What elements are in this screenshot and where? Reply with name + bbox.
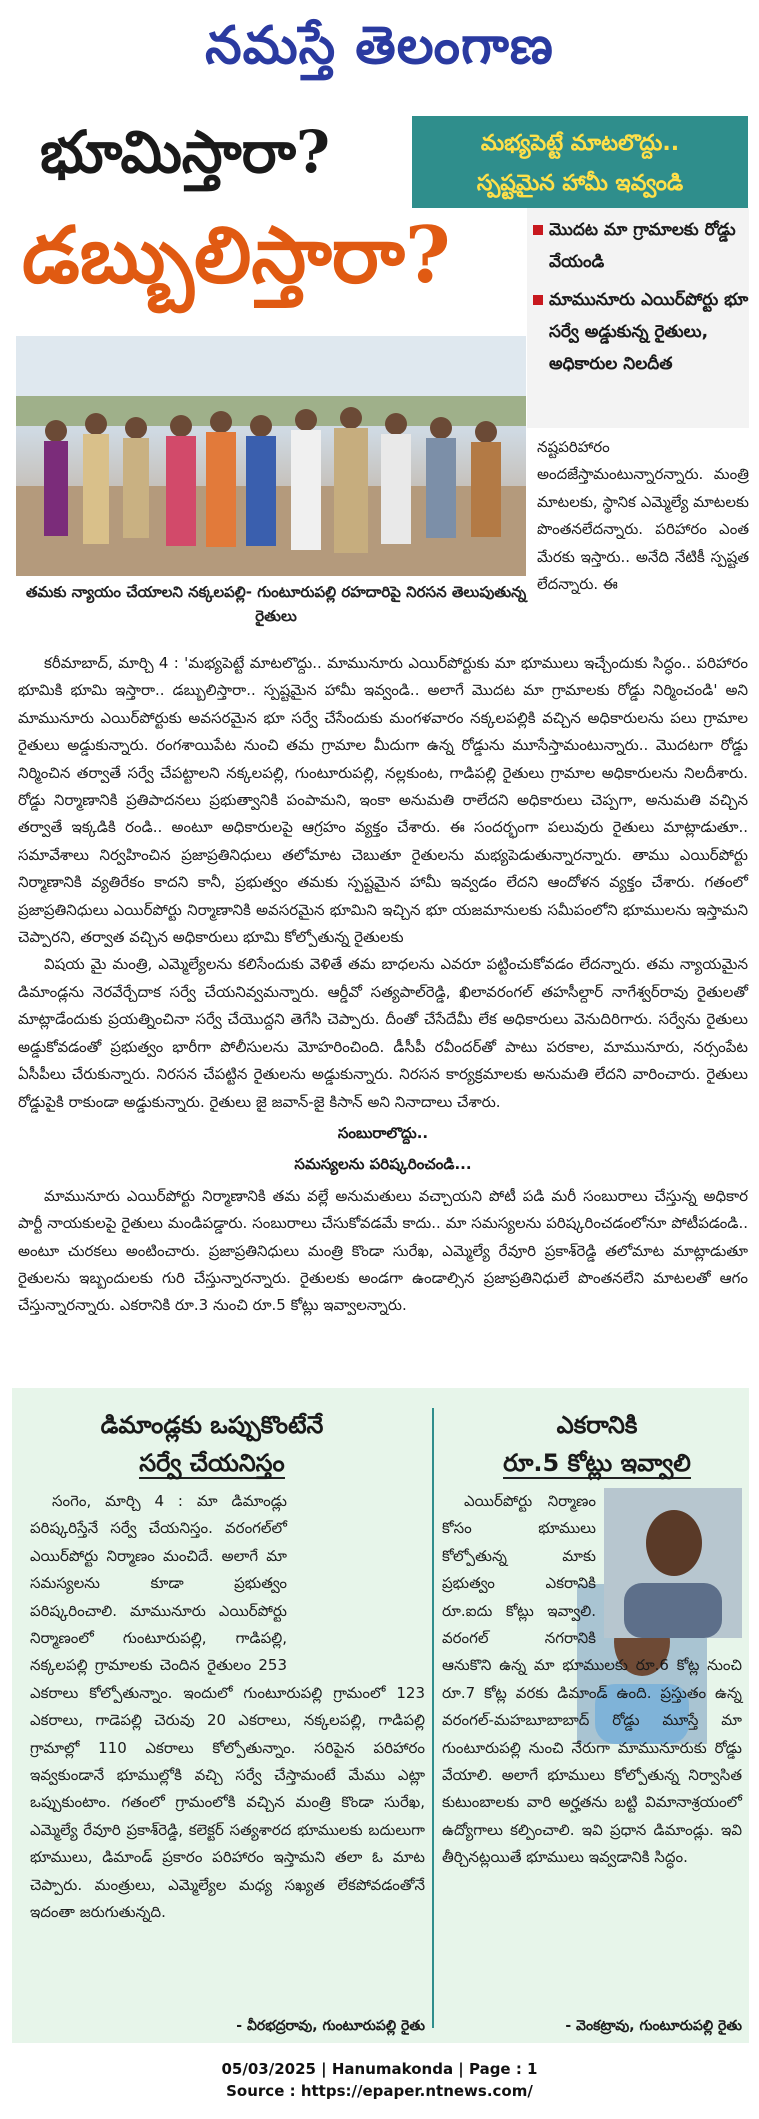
farmer-portrait-right [604, 1488, 742, 1638]
bullet-square-icon [533, 225, 543, 235]
article-right-column [537, 434, 749, 598]
article-right-text: నష్టపరిహారం అందజేస్తామంటున్నారన్నారు. మంత్రి మాటలకు, స్థానిక ఎమ్మెల్యే మాటలకు పొంతనలేదన్నారు. పరిహారం ఎంత మేరకు ఇస్తారు.. అనేది నేటికీ స్పష్టత లేదన్నారు. ఈ [537, 438, 749, 594]
teal-quote-line2: స్పష్టమైన హామీ ఇవ్వండి [476, 171, 684, 196]
quote-right-title-line2: రూ.5 కోట్లు ఇవ్వాలి [503, 1449, 691, 1477]
footer-source: Source : https://epaper.ntnews.com/ [226, 2082, 533, 2100]
photo-caption: తమకు న్యాయం చేయాలని నక్కలపల్లి- గుంటూరుపల్లి రహదారిపై నిరసన తెలుపుతున్న రైతులు [25, 583, 527, 625]
teal-quote-box [412, 116, 748, 208]
quote-left-title-line1: డిమాండ్లకు ఒప్పుకొంటేనే [100, 1411, 324, 1439]
bullet-square-icon [533, 295, 543, 305]
footer-date-edition: 05/03/2025 | Hanumakonda | Page : 1 [221, 2060, 538, 2078]
quote-right-signature: - వెంకట్రావు, గుంటూరుపల్లి రైతు [565, 2018, 742, 2034]
quote-left-text-block [30, 1488, 425, 1927]
highlight-text: మామునూరు ఎయిర్‌పోర్టు భూ సర్వే అడ్డుకున్న రైతులు, అధికారుల నిలదీత [549, 290, 749, 374]
masthead-title: నమస్తే తెలంగాణ [205, 15, 554, 76]
quote-left-title-line2: సర్వే చేయనిస్తం [139, 1449, 285, 1477]
highlight-text: మొదట మా గ్రామాలకు రోడ్డు వేయండి [549, 220, 736, 272]
headline-line1: భూమిస్తారా? [40, 118, 330, 186]
teal-quote-line1: మభ్యపెట్టే మాటలొద్దు.. [480, 131, 680, 156]
masthead [0, 0, 759, 92]
article-subheading: సంబురాలొద్దు.. [337, 1123, 429, 1142]
quote-left-title [22, 1406, 402, 1482]
farmer-quotes-box [12, 1388, 749, 2043]
article-paragraph: విషయ మై మంత్రి, ఎమ్మెల్యేలను కలిసేందుకు వెళితే తమ బాధలను ఎవరూ పట్టించుకోవడం లేదన్నారు. తమ న్యాయమైన డిమాండ్లను నెరవేర్చేదాక సర్వే చేయనివ్వమన్నారు. ఆర్డీవో సత్యపాల్‌రెడ్డి, ఖిలావరంగల్ తహసీల్దార్ నాగేశ్వర్‌రావు రైతులతో మాట్లాడేందుకు ప్రయత్నించినా సర్వే చేయొద్దని తెగేసి చెప్పారు. దీంతో చేసేదేమీ లేక అధికారులు వెనుదిరిగారు. సర్వేను రైతులు అడ్డుకోవడంతో ప్రభుత్వం భారీగా పోలీసులను మోహరించింది. డీసీపీ రవీందర్‌తో పాటు పరకాల, మామునూరు, నర్సంపేట ఏసీపీలు చేరుకున్నారు. నిరసన చేపట్టిన రైతులను అడ్డుకున్నారు. నిరసన కార్యక్రమాలకు అనుమతి లేదని వారించారు. రైతులు రోడ్డుపైకి రాకుండా అడ్డుకున్నారు. రైతులు జై జవాన్-జై కిసాన్ అని నినాదాలు చేశారు. [18, 955, 748, 1111]
protest-photo [16, 336, 526, 576]
quote-left-text: సంగెం, మార్చి 4 : మా డిమాండ్లు పరిష్కరిస్తేనే సర్వే చేయనిస్తం. వరంగల్‌లో ఎయిర్‌పోర్టు నిర్మాణం మంచిదే. అలాగే మా సమస్యలను కూడా ప్రభుత్వం పరిష్కరించాలి. మామునూరు ఎయిర్‌పోర్టు నిర్మాణంలో గుంటూరుపల్లి, గాడిపల్లి, నక్కలపల్లి గ్రామాలకు చెందిన రైతులం 253 ఎకరాలు కోల్పోతున్నాం. ఇందులో గుంటూరుపల్లి గ్రామంలో 123 ఎకరాలు, గాడెపల్లి చెరువు 20 ఎకరాలు, నక్కలపల్లి, గాడిపల్లి గ్రామాల్లో 110 ఎకరాలు కోల్పోతున్నాం. సరిపైన పరిహారం ఇవ్వకుండానే భూముల్లోకి వచ్చి సర్వే చేస్తామంటే మేము ఎట్లా ఒప్పుకుంటాం. గతంలో గ్రామంలోకి వచ్చిన మంత్రి కొండా సురేఖ, ఎమ్మెల్యే రేవూరి ప్రకాశ్‌రెడ్డి, కలెక్టర్ సత్యశారద భూములకు బదులుగా భూములు, డిమాండ్ ప్రకారం పరిహారం ఇస్తామని తలా ఓ మాట చెప్పారు. మంత్రులు, ఎమ్మెల్యేల మధ్య సఖ్యత లేకపోవడంతోనే ఇదంతా జరుగుతున్నది. [30, 1492, 425, 1922]
quote-left-signature: - వీరభద్రరావు, గుంటూరుపల్లి రైతు [236, 2018, 425, 2034]
headline-line2: డబ్బులిస్తారా? [22, 210, 451, 301]
article-body [18, 650, 748, 1320]
highlights-box [527, 208, 749, 428]
protest-photo-illustration [16, 336, 526, 576]
highlight-item [527, 214, 749, 278]
article-paragraph: కరీమాబాద్, మార్చి 4 : 'మభ్యపెట్టే మాటలొద్దు.. మామునూరు ఎయిర్‌పోర్టుకు మా భూములు ఇచ్చేందుకు సిద్ధం.. పరిహారం భూమికి భూమి ఇస్తారా.. డబ్బులిస్తారా.. స్పష్టమైన హామీ ఇవ్వండి.. అలాగే మొదట మా గ్రామాలకు రోడ్డు నిర్మించండి' అని మామునూరు ఎయిర్‌పోర్టుకు అవసరమైన భూ సర్వే చేసేందుకు మంగళవారం నక్కలపల్లికి వచ్చిన అధికారులను పలు గ్రామాల రైతులు అడ్డుకున్నారు. రంగశాయిపేట నుంచి తమ గ్రామాల మీదుగా ఉన్న రోడ్డును మూసేస్తామంటున్నారు.. మొదటగా రోడ్డు నిర్మించిన తర్వాతే సర్వే చేపట్టాలని నక్కలపల్లి, గుంటూరుపల్లి, నల్లకుంట, గాడిపల్లి రైతులు గ్రామాల అధికారులను నిలదీశారు. రోడ్డు నిర్మాణానికి ప్రతిపాదనలు ప్రభుత్వానికి పంపామని, ఇంకా అనుమతి రాలేదని అధికారులు చెప్పగా, అనుమతి వచ్చిన తర్వాతే ఇక్కడికి రండి.. అంటూ అధికారులపై ఆగ్రహం వ్యక్తం చేశారు. ఈ సందర్భంగా పలువురు రైతులు మాట్లాడుతూ.. సమావేశాలు నిర్వహించిన ప్రజాప్రతినిధులు తలోమాట చెబుతూ రైతులను మభ్యపెడుతున్నారన్నారు. తాము ఎయిర్‌పోర్టు నిర్మాణానికి వ్యతిరేకం కాదని కానీ, ప్రభుత్వం తమకు స్పష్టమైన హామీ ఇవ్వడం లేదని ఆందోళన వ్యక్తం చేశారు. గతంలో ప్రజాప్రతినిధులు ఎయిర్‌పోర్టు నిర్మాణానికి అవసరమైన భూమిని ఇచ్చిన భూ యజమానులకు సమీపంలోని భూములను ఇస్తామని చెప్పారని, తర్వాత వచ్చిన అధికారులు భూమి కోల్పోతున్న రైతులకు [18, 654, 748, 947]
article-subheading: సమస్యలను పరిష్కరించండి... [294, 1155, 472, 1174]
highlight-item [527, 284, 749, 380]
column-divider [432, 1408, 434, 2028]
quote-right-text: ఎయిర్‌పోర్టు నిర్మాణం కోసం భూములు కోల్పోతున్న మాకు ప్రభుత్వం ఎకరానికి రూ.ఐదు కోట్లు ఇవ్వాలి. వరంగల్ నగరానికి ఆనుకొని ఉన్న మా భూములకు రూ.6 కోట్ల నుంచి రూ.7 కోట్ల వరకు డిమాండ్ ఉంది. ప్రస్తుతం ఉన్న వరంగల్-మహబూబాబాద్ రోడ్డు మూస్తే మా గుంటూరుపల్లి నుంచి నేరుగా మామునూరుకు రోడ్డు వేయాలి. అలాగే భూములు కోల్పోతున్న నిర్వాసిత కుటుంబాలకు వారి అర్హతను బట్టి విమానాశ్రయంలో ఉద్యోగాలు కల్పించాలి. ఇవి ప్రధాన డిమాండ్లు. ఇవి తీర్చినట్లయితే భూములు ఇవ్వడానికి సిద్ధం. [442, 1492, 742, 1867]
quote-right-title [452, 1406, 742, 1482]
quote-right-text-block [442, 1488, 742, 1872]
quote-right-title-line1: ఎకరానికి [556, 1411, 638, 1439]
page-footer [0, 2058, 759, 2102]
article-paragraph: మామునూరు ఎయిర్‌పోర్టు నిర్మాణానికి తమ వల్లే అనుమతులు వచ్చాయని పోటీ పడి మరీ సంబురాలు చేస్తున్న అధికార పార్టీ నాయకులపై రైతులు మండిపడ్డారు. సంబురాలు చేసుకోవడమే కాదు.. మా సమస్యలను పరిష్కరించడంలోనూ పోటీపడండి.. అంటూ చురకలు అంటించారు. ప్రజాప్రతినిధులు మంత్రి కొండా సురేఖ, ఎమ్మెల్యే రేవూరి ప్రకాశ్‌రెడ్డి తలోమాట మాట్లాడుతూ రైతులను ఇబ్బందులకు గురి చేస్తున్నారన్నారు. రైతులకు అండగా ఉండాల్సిన ప్రజాప్రతినిధులే పొంతనలేని మాటలతో ఆగం చేస్తున్నారన్నారు. ఎకరానికి రూ.3 నుంచి రూ.5 కోట్లు ఇవ్వాలన్నారు. [18, 1186, 748, 1315]
